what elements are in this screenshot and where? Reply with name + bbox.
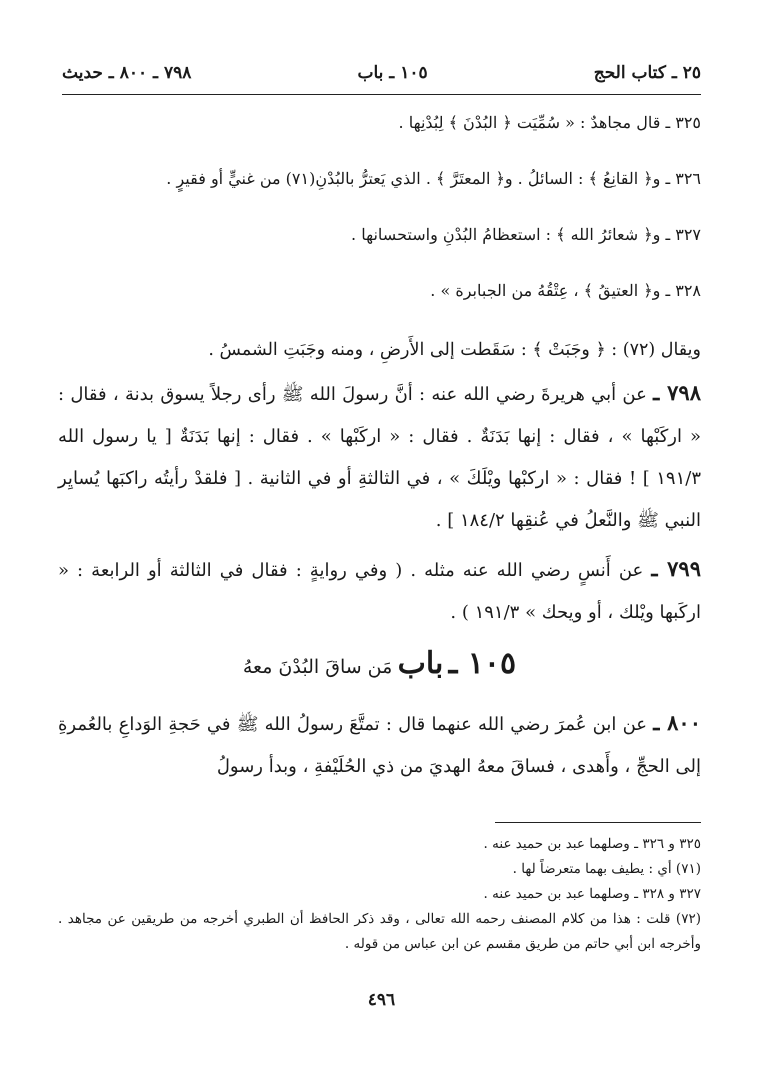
hadith-text: عن أَنسٍ رضي الله عنه مثله . ( وفي روايةٍ : فقال في الثالثة أو الرابعة : « اركَبها ويْلك ، أو ويحك » ١٩١/٣ ) . [58,560,701,623]
hadith-number: ٧٩٩ ـ [651,556,701,581]
header-book-title: ٢٥ ـ كتاب الحج [593,63,701,83]
header-chapter: ١٠٥ ـ باب [357,63,428,83]
footnotes [58,832,701,957]
header-hadith-range: ٧٩٨ ـ ٨٠٠ ـ حديث [62,63,192,83]
chapter-word: باب [397,646,444,681]
footnote-327-328: ٣٢٧ و ٣٢٨ ـ وصلهما عبد بن حميد عنه . [483,886,701,902]
saying-wajabat: ويقال (٧٢) : ﴿ وجَبَتْ ﴾ : سَقَطت إلى الأَرضِ ، ومنه وجَبَتِ الشمسُ . [208,340,701,360]
note-327: ٣٢٧ ـ و﴿ شعائرُ الله ﴾ : استعظامُ البُدْنِ واستحسانها . [351,225,701,244]
footnote-72: (٧٢) قلت : هذا من كلام المصنف رحمه الله تعالى ، وقد ذكر الحافظ أن الطبري أخرجه من طريقين عن مجاهد . وأخرجه ابن أبي حاتم من طريق مقسم عن ابن عباس من قوله . [58,911,701,952]
hadith-text: عن أبي هريرةَ رضي الله عنه : أنَّ رسولَ الله ﷺ رأى رجلاً يسوق بدنة ، فقال : « اركَبْها » ، فقال : إنها بَدَنَةٌ . فقال : « اركَبْها » . فقال : إنها بَدَنَةٌ [ يا رسول الله ١٩١/٣ ] ! فقال : « اركبْها ويْلَكَ » ، في الثالثةِ أو في الثانية . [ فلقدْ رأيتُه راكبَها يُسايِر النبي ﷺ والنَّعلُ في عُنقِها ١٨٤/٢ ] . [58,384,701,531]
note-328: ٣٢٨ ـ و﴿ العتيقُ ﴾ ، عِتْقُهُ من الجبابرة » . [430,281,701,300]
page-number: ٤٩٦ [367,990,396,1010]
footnote-divider [495,822,701,823]
hadith-text: عن ابن عُمرَ رضي الله عنهما قال : تمتَّعَ رسولُ الله ﷺ في حَجةِ الوَداعِ بالعُمرةِ إلى الحجِّ ، وأَهدى ، فساقَ معهُ الهديَ من ذي الحُلَيْفةِ ، وبدأ رسولُ [58,714,701,777]
footnote-325-326: ٣٢٥ و ٣٢٦ ـ وصلهما عبد بن حميد عنه . [483,836,701,852]
running-header [62,56,701,90]
chapter-number: ١٠٥ ـ [448,646,517,681]
header-divider [62,94,701,95]
hadith-number: ٨٠٠ ـ [653,710,701,735]
main-text [58,108,701,794]
chapter-heading [58,640,701,692]
hadith-799 [58,548,701,634]
note-326: ٣٢٦ ـ و﴿ القانِعُ ﴾ : السائلُ . و﴿ المعتَرَّ ﴾ . الذي يَعترُّ بالبُدْنِ(٧١) من غنيٍّ أو فقيرٍ . [166,169,701,188]
chapter-title: مَن ساقَ البُدْنَ معهُ [242,656,393,678]
hadith-798 [58,372,701,542]
hadith-800 [58,702,701,788]
footnote-71: (٧١) أي : يطيف بهما متعرضاً لها . [512,861,701,877]
hadith-number: ٧٩٨ ـ [653,380,701,405]
note-325: ٣٢٥ ـ قال مجاهدٌ : « سُمِّيَت ﴿ البُدْنَ ﴾ لِبُدْنِها . [398,113,701,132]
